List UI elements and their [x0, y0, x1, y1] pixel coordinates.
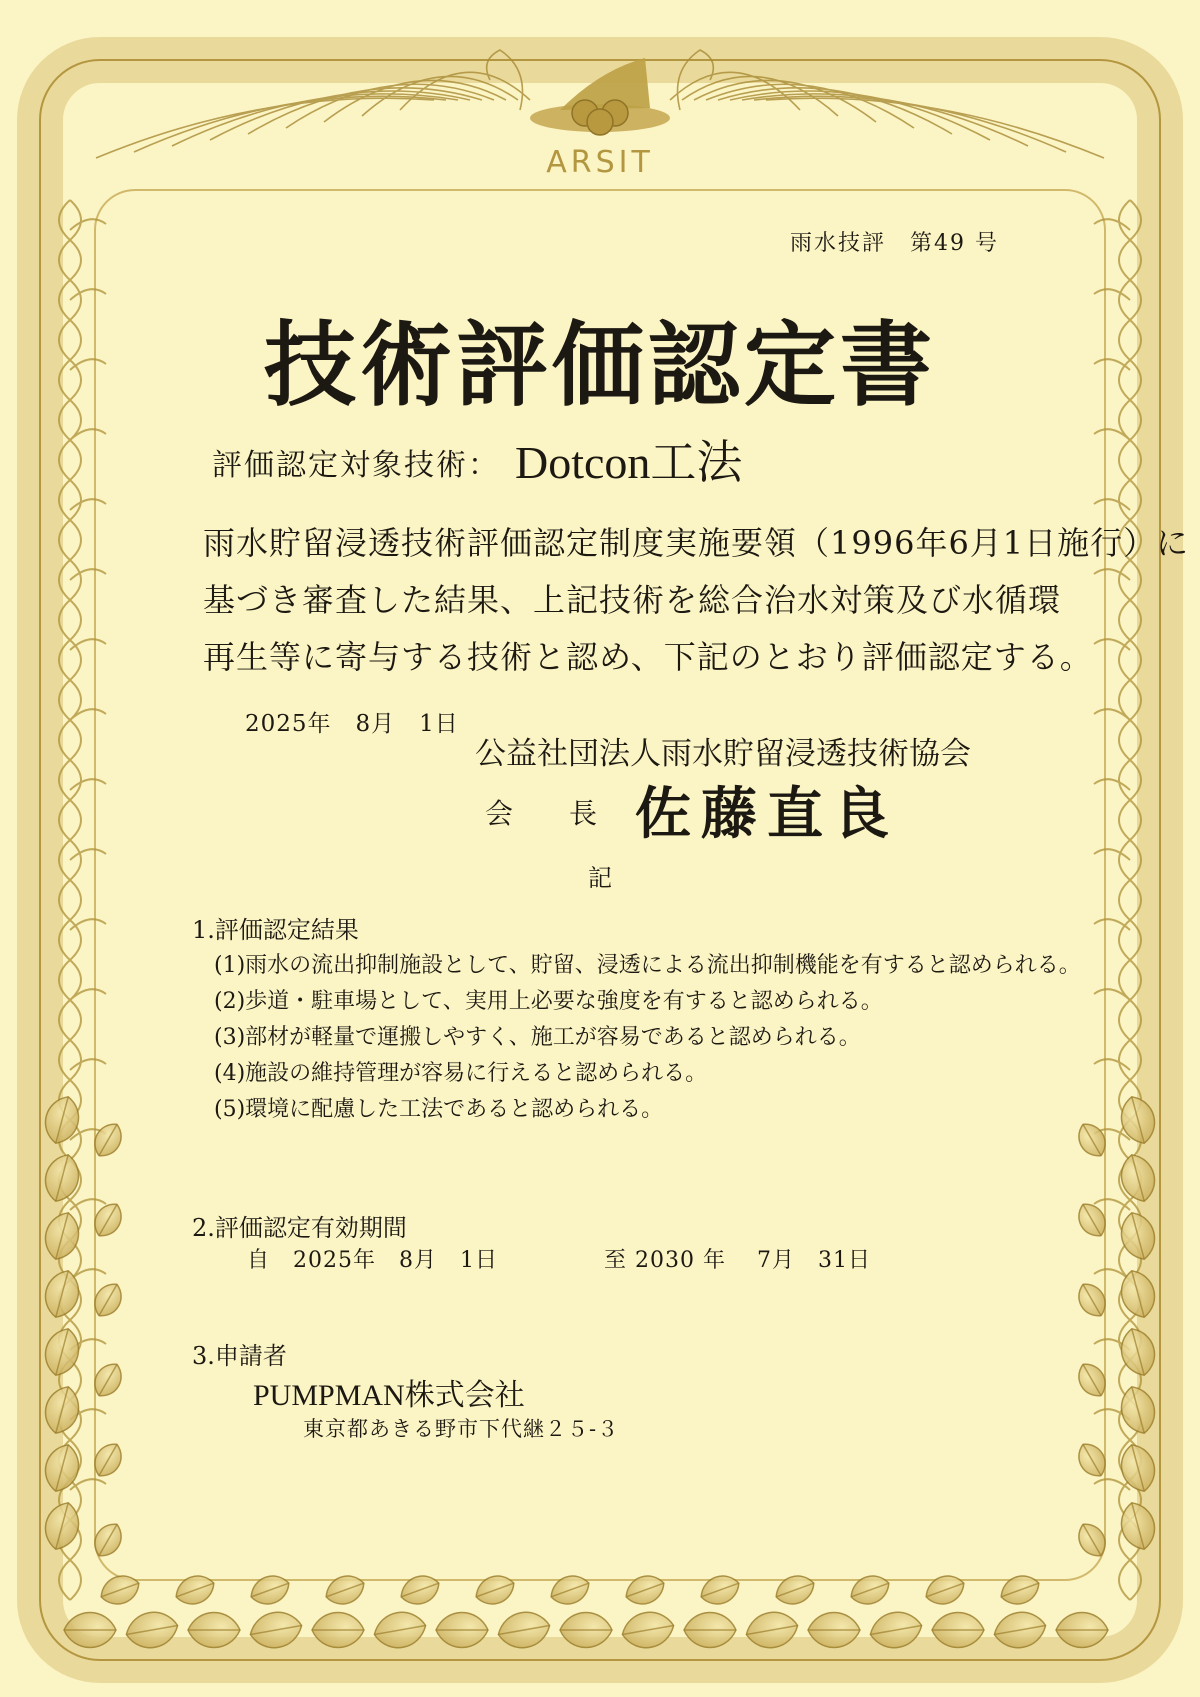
vine-curl: [1094, 499, 1130, 510]
vine-curl: [70, 429, 106, 440]
vine-curl: [1094, 919, 1130, 930]
vine-curl: [70, 779, 106, 790]
vine-curl: [70, 1479, 106, 1490]
vine-curl: [70, 989, 106, 1000]
leaf-ornament: [772, 1570, 819, 1609]
vine-curl: [70, 919, 106, 930]
vine-curl: [70, 1059, 106, 1070]
leaf-ornament: [622, 1570, 669, 1609]
leaf-ornament: [697, 1570, 744, 1609]
vine-curl: [1094, 989, 1130, 1000]
leaf-ornament: [472, 1570, 519, 1609]
applicant-address: 東京都あきる野市下代継２５-３: [303, 1417, 620, 1441]
vine-curl: [70, 569, 106, 580]
result-item: (3)部材が軽量で運搬しやすく、施工が容易であると認められる。: [214, 1025, 861, 1050]
vine-curl: [1094, 1479, 1130, 1490]
ki-mark: 記: [588, 864, 612, 892]
result-item: (2)歩道・駐車場として、実用上必要な強度を有すると認められる。: [214, 989, 883, 1014]
result-item: (4)施設の維持管理が容易に行えると認められる。: [214, 1061, 708, 1086]
leaf-ornament: [397, 1570, 444, 1609]
leaf-ornament: [847, 1570, 894, 1609]
vine-curl: [70, 219, 106, 230]
leaf-ornament: [322, 1570, 369, 1609]
leaf-ornament: [997, 1570, 1044, 1609]
certificate-title: 技術評価認定書: [263, 311, 936, 419]
issue-date: 2025年 8月 1日: [245, 711, 459, 737]
vine-curl: [1094, 569, 1130, 580]
vine-curl: [70, 499, 106, 510]
vine-curl: [1094, 849, 1130, 860]
results-heading: 1.評価認定結果: [192, 916, 359, 944]
applicant-name: PUMPMAN株式会社: [253, 1379, 525, 1412]
arsit-logo-text: ARSIT: [546, 145, 654, 180]
certificate-number: 雨水技評 第49 号: [790, 231, 999, 256]
leaf-ornament: [97, 1570, 144, 1609]
applicant-heading: 3.申請者: [192, 1342, 287, 1370]
vine-curl: [1094, 779, 1130, 790]
organization-name: 公益社団法人雨水貯留浸透技術協会: [475, 736, 971, 772]
subject-label: 評価認定対象技術：: [212, 448, 500, 483]
vine-curl: [1094, 639, 1130, 650]
leaf-ornament: [247, 1570, 294, 1609]
leaf-ornament: [547, 1570, 594, 1609]
result-item: (1)雨水の流出抑制施設として、貯留、浸透による流出抑制機能を有すると認められる。: [214, 953, 1081, 978]
leaf-ornament: [922, 1570, 969, 1609]
period-heading: 2.評価認定有効期間: [192, 1214, 407, 1242]
vine-curl: [70, 639, 106, 650]
body-line: 基づき審査した結果、上記技術を総合治水対策及び水循環: [203, 581, 1062, 619]
period-from: 自 2025年 8月 1日: [247, 1248, 498, 1273]
subject-value: Dotcon工法: [515, 437, 743, 488]
phoenix-feather: [96, 98, 434, 158]
vine-curl: [70, 849, 106, 860]
phoenix-feather: [766, 98, 1104, 158]
president-name: 佐藤直良: [635, 781, 899, 847]
vine-curl: [1094, 429, 1130, 440]
president-label: 会 長: [485, 797, 598, 830]
vine-curl: [70, 1199, 106, 1210]
period-to: 至 2030 年 7月 31日: [604, 1248, 871, 1273]
phoenix-feather: [694, 80, 876, 122]
vine-curl: [1094, 219, 1130, 230]
phoenix-feather: [324, 80, 506, 122]
vine-curl: [1094, 709, 1130, 720]
leaf-ornament: [172, 1570, 219, 1609]
body-line: 再生等に寄与する技術と認め、下記のとおり評価認定する。: [203, 638, 1093, 676]
vine-curl: [1094, 1199, 1130, 1210]
vine-curl: [1094, 1059, 1130, 1070]
result-item: (5)環境に配慮した工法であると認められる。: [214, 1097, 664, 1122]
body-line: 雨水貯留浸透技術評価認定制度実施要領（1996年6月1日施行）に: [203, 524, 1190, 562]
vine-curl: [70, 709, 106, 720]
